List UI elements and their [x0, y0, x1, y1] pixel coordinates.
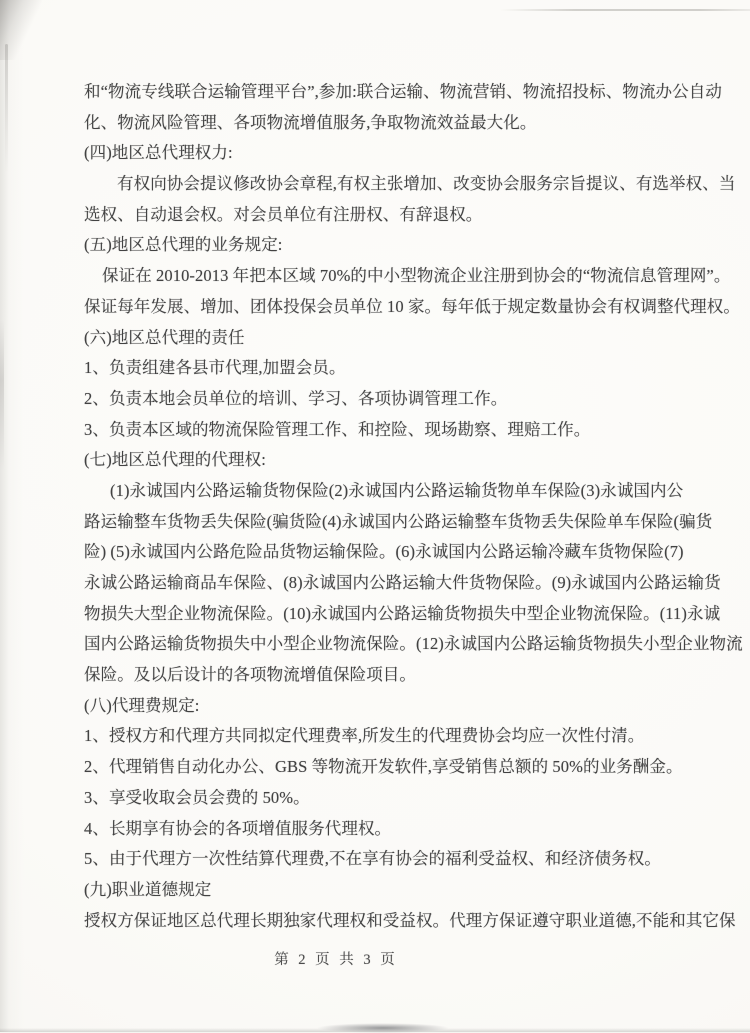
paragraph-line: 永诚公路运输商品车保险、(8)永诚国内公路运输大件货物保险。(9)永诚国内公路运输货: [84, 573, 721, 592]
scan-streak-left-middle: [0, 320, 4, 470]
section-heading-line: (六)地区总代理的责任: [84, 327, 245, 347]
section-heading-line: (五)地区总代理的业务规定:: [84, 235, 283, 255]
list-item-line: 1、授权方和代理方共同拟定代理费率,所发生的代理费协会均应一次性付清。: [84, 726, 645, 746]
paragraph-line: 保证在 2010-2013 年把本区域 70%的中小型物流企业注册到协会的“物流信息管理网”。: [102, 266, 731, 286]
section-heading-line: (四)地区总代理权力:: [84, 143, 233, 163]
paragraph-line: (1)永诚国内公路运输货物保险(2)永诚国内公路运输货物单车保险(3)永诚国内公: [110, 480, 684, 500]
scan-shadow-top-left-corner: [0, 0, 42, 60]
document-body: [84, 77, 743, 936]
section-heading-line: (七)地区总代理的代理权:: [84, 450, 266, 470]
list-item-line: 2、负责本地会员单位的培训、学习、各项协调管理工作。: [84, 388, 508, 408]
paragraph-line: 选权、自动退会权。对会员单位有注册权、有辞退权。: [84, 204, 483, 224]
paragraph-line: 路运输整车货物丢失保险(骗货险(4)永诚国内公路运输整车货物丢失保险单车保险(骗货: [84, 511, 713, 531]
scan-line-top-edge: [500, 9, 750, 11]
paragraph-line: 有权向协会提议修改协会章程,有权主张增加、改变协会服务宗旨提议、有选举权、当: [117, 174, 736, 194]
list-item-line: 3、享受收取会员会费的 50%。: [84, 787, 310, 807]
scan-shadow-bottom-edge: [0, 1028, 750, 1032]
scan-streak-left-top: [5, 44, 8, 174]
paragraph-line: 保证每年发展、增加、团体投保会员单位 10 家。每年低于规定数量协会有权调整代理权。: [84, 296, 740, 316]
section-heading-line: (九)职业道德规定: [84, 879, 212, 899]
list-item-line: 3、负责本区域的物流保险管理工作、和控险、现场勘察、理赔工作。: [84, 419, 591, 439]
paragraph-line: 物损失大型企业物流保险。(10)永诚国内公路运输货物损失中型企业物流保险。(11)永诚: [84, 603, 721, 623]
list-item-line: 4、长期享有协会的各项增值服务代理权。: [84, 818, 392, 838]
page-number-footer: 第 2 页 共 3 页: [274, 952, 398, 968]
list-item-line: 1、负责组建各县市代理,加盟会员。: [84, 358, 346, 378]
list-item-line: 2、代理销售自动化办公、GBS 等物流开发软件,享受销售总额的 50%的业务酬金。: [84, 757, 683, 777]
paragraph-line: 保险。及以后设计的各项物流增值保险项目。: [84, 665, 416, 685]
paragraph-line: 和“物流专线联合运输管理平台”,参加:联合运输、物流营销、物流招投标、物流办公自动: [84, 82, 722, 101]
section-heading-line: (八)代理费规定:: [84, 695, 200, 715]
list-item-line: 5、由于代理方一次性结算代理费,不在享有协会的福利受益权、和经济债务权。: [84, 849, 661, 869]
paragraph-line: 国内公路运输货物损失中小型企业物流保险。(12)永诚国内公路运输货物损失小型企业物流: [84, 634, 743, 654]
paragraph-line: 险) (5)永诚国内公路危险品货物运输保险。(6)永诚国内公路运输冷藏车货物保险(7): [84, 542, 684, 562]
paragraph-line: 化、物流风险管理、各项物流增值服务,争取物流效益最大化。: [84, 112, 537, 132]
paragraph-line: 授权方保证地区总代理长期独家代理权和受益权。代理方保证遵守职业道德,不能和其它保: [84, 910, 736, 930]
